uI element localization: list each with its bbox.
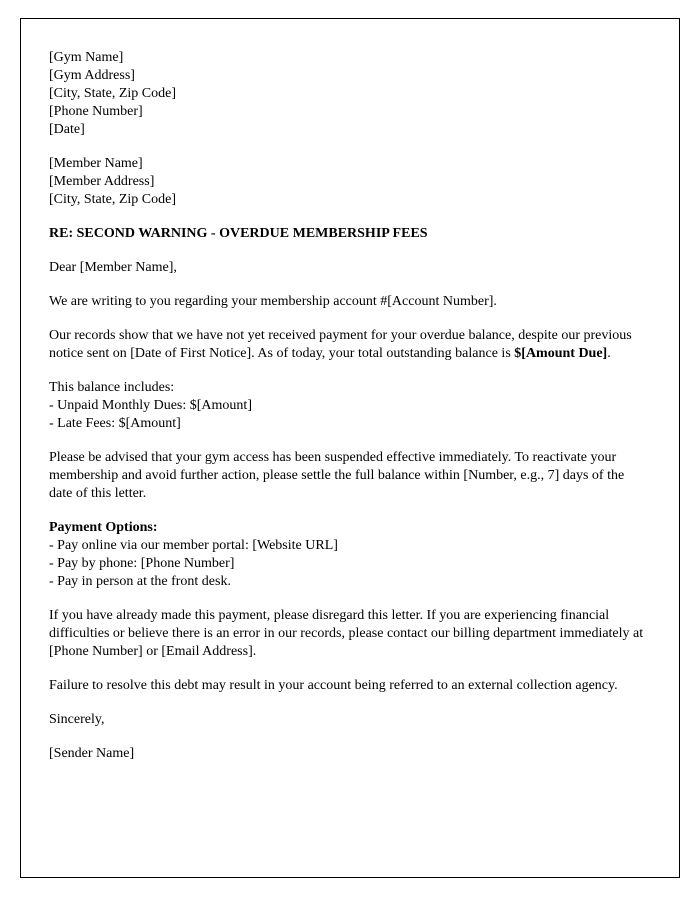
member-address: [Member Address] xyxy=(49,174,155,189)
overdue-balance-period: . xyxy=(607,346,611,361)
gym-name: [Gym Name] xyxy=(49,50,124,65)
letter-date: [Date] xyxy=(49,122,85,137)
balance-item-late-fees: - Late Fees: $[Amount] xyxy=(49,416,181,431)
sender-address-block xyxy=(49,49,649,139)
payment-option-phone: - Pay by phone: [Phone Number] xyxy=(49,556,235,571)
gym-phone: [Phone Number] xyxy=(49,104,143,119)
payment-options-block xyxy=(49,519,649,591)
amount-due-bold: $[Amount Due] xyxy=(514,346,608,361)
subject-line: RE: SECOND WARNING - OVERDUE MEMBERSHIP FEES xyxy=(49,226,428,241)
paragraph-account: We are writing to you regarding your membership account #[Account Number]. xyxy=(49,294,497,309)
paragraph-overdue-balance xyxy=(49,327,649,363)
salutation: Dear [Member Name], xyxy=(49,260,177,275)
balance-item-dues: - Unpaid Monthly Dues: $[Amount] xyxy=(49,398,252,413)
letter-page xyxy=(20,18,680,878)
payment-option-online: - Pay online via our member portal: [Website URL] xyxy=(49,538,338,553)
closing: Sincerely, xyxy=(49,712,105,727)
signature-name: [Sender Name] xyxy=(49,746,135,761)
paragraph-disregard: If you have already made this payment, please disregard this letter. If you are experiencing financial difficulties or believe there is an error in our records, please contact our billing department immediately at [Phone Number] or [Email Address]. xyxy=(49,608,644,659)
paragraph-collection: Failure to resolve this debt may result in your account being referred to an external collection agency. xyxy=(49,678,618,693)
overdue-balance-text: Our records show that we have not yet received payment for your overdue balance, despite our previous notice sent on [Date of First Notice]. As of today, your total outstanding balance is xyxy=(49,328,632,361)
member-name: [Member Name] xyxy=(49,156,143,171)
payment-option-in-person: - Pay in person at the front desk. xyxy=(49,574,231,589)
gym-address: [Gym Address] xyxy=(49,68,135,83)
payment-options-heading: Payment Options: xyxy=(49,520,158,535)
recipient-address-block xyxy=(49,155,649,209)
balance-intro: This balance includes: xyxy=(49,380,175,395)
balance-breakdown-block xyxy=(49,379,649,433)
member-city-state-zip: [City, State, Zip Code] xyxy=(49,192,177,207)
gym-city-state-zip: [City, State, Zip Code] xyxy=(49,86,177,101)
paragraph-suspension: Please be advised that your gym access has been suspended effective immediately. To reactivate your membership and avoid further action, please settle the full balance within [Number, e.g., 7] days of the date of this letter. xyxy=(49,450,625,501)
